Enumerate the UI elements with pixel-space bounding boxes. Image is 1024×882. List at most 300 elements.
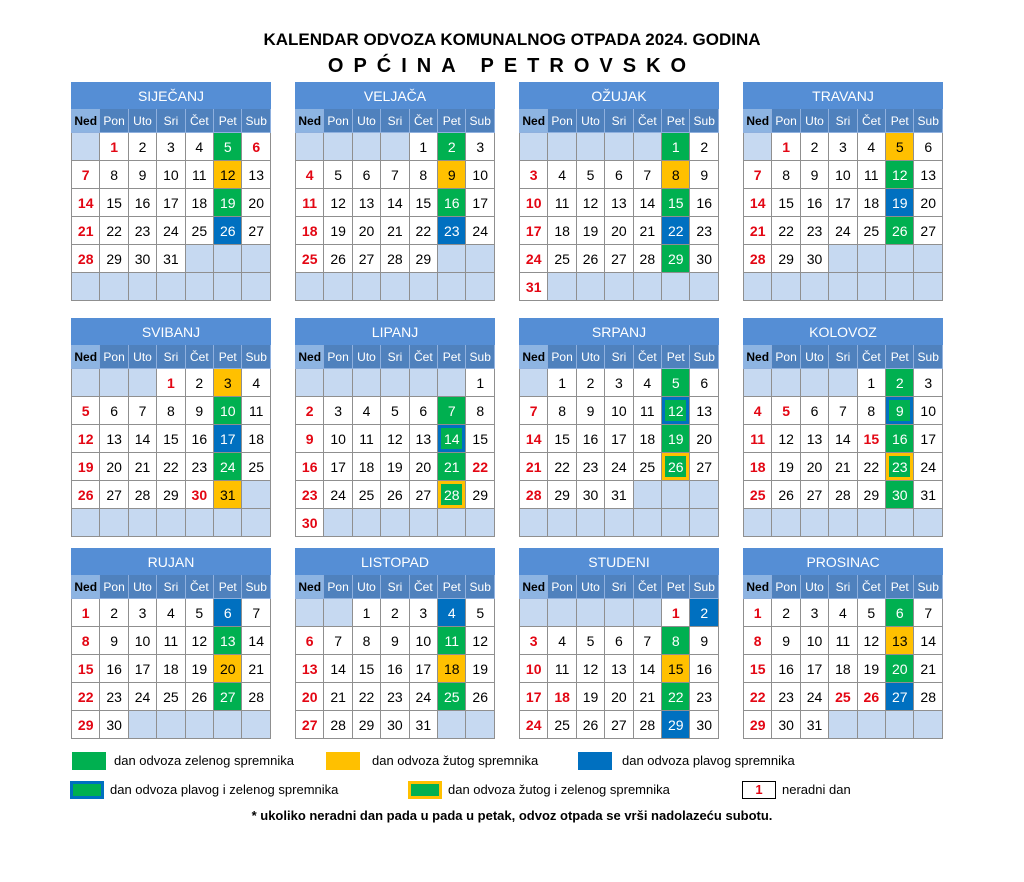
day-cell: 31: [409, 711, 437, 739]
weekday-header: Sri: [157, 345, 185, 369]
empty-cell: [662, 273, 690, 301]
day-cell: 4: [352, 397, 380, 425]
day-cell: 20: [800, 453, 828, 481]
day-cell: 20: [690, 425, 719, 453]
empty-cell: [886, 245, 914, 273]
day-cell: 16: [772, 655, 800, 683]
day-cell: 4: [185, 133, 213, 161]
day-cell: 25: [185, 217, 213, 245]
day-cell: 12: [662, 397, 690, 425]
weekday-header: Pet: [886, 109, 914, 133]
day-cell: 8: [857, 397, 885, 425]
day-cell: 22: [662, 683, 690, 711]
day-cell: 28: [72, 245, 100, 273]
day-cell: 15: [744, 655, 772, 683]
month-kolovoz: [743, 318, 943, 537]
weekday-header: Pon: [100, 109, 128, 133]
empty-cell: [72, 273, 100, 301]
empty-cell: [829, 273, 857, 301]
day-cell: 17: [157, 189, 185, 217]
empty-cell: [242, 245, 271, 273]
day-cell: 21: [242, 655, 271, 683]
empty-cell: [466, 245, 495, 273]
day-cell: 19: [324, 217, 352, 245]
day-cell: 24: [128, 683, 156, 711]
footnote: * ukoliko neradni dan pada u pada u petak, odvoz otpada se vrši nadolazeću subotu.: [251, 808, 773, 823]
empty-cell: [72, 133, 100, 161]
empty-cell: [352, 133, 380, 161]
day-cell: 10: [466, 161, 495, 189]
day-cell: 13: [914, 161, 943, 189]
weekday-header: Uto: [352, 575, 380, 599]
empty-cell: [914, 711, 943, 739]
day-cell: 24: [466, 217, 495, 245]
day-cell: 28: [829, 481, 857, 509]
weekday-header: Čet: [857, 575, 885, 599]
day-cell: 16: [438, 189, 466, 217]
empty-cell: [157, 273, 185, 301]
day-cell: 6: [352, 161, 380, 189]
day-cell: 26: [72, 481, 100, 509]
day-cell: 8: [100, 161, 128, 189]
day-cell: 30: [800, 245, 828, 273]
month-name: TRAVANJ: [744, 83, 943, 109]
weekday-header: Sri: [605, 345, 633, 369]
day-cell: 21: [381, 217, 409, 245]
day-cell: 25: [744, 481, 772, 509]
day-cell: 29: [772, 245, 800, 273]
day-cell: 11: [242, 397, 271, 425]
day-cell: 6: [886, 599, 914, 627]
day-cell: 28: [633, 711, 661, 739]
day-cell: 25: [352, 481, 380, 509]
day-cell: 23: [690, 683, 719, 711]
day-cell: 16: [886, 425, 914, 453]
month-name: LISTOPAD: [296, 549, 495, 575]
day-cell: 17: [605, 425, 633, 453]
weekday-header: Ned: [744, 575, 772, 599]
day-cell: 27: [886, 683, 914, 711]
day-cell: 10: [829, 161, 857, 189]
empty-cell: [914, 245, 943, 273]
day-cell: 8: [662, 627, 690, 655]
day-cell: 30: [100, 711, 128, 739]
day-cell: 18: [185, 189, 213, 217]
weekday-header: Pet: [886, 345, 914, 369]
weekday-header: Sri: [605, 575, 633, 599]
day-cell: 2: [185, 369, 213, 397]
day-cell: 2: [100, 599, 128, 627]
day-cell: 19: [72, 453, 100, 481]
weekday-header: Pon: [324, 345, 352, 369]
empty-cell: [409, 273, 437, 301]
empty-cell: [662, 481, 690, 509]
day-cell: 1: [72, 599, 100, 627]
empty-cell: [72, 509, 100, 537]
weekday-header: Uto: [800, 345, 828, 369]
day-cell: 2: [772, 599, 800, 627]
day-cell: 4: [829, 599, 857, 627]
day-cell: 27: [352, 245, 380, 273]
day-cell: 4: [744, 397, 772, 425]
day-cell: 31: [520, 273, 548, 301]
day-cell: 4: [857, 133, 885, 161]
day-cell: 12: [466, 627, 495, 655]
day-cell: 14: [914, 627, 943, 655]
day-cell: 13: [690, 397, 719, 425]
weekday-header: Pon: [324, 109, 352, 133]
day-cell: 5: [576, 161, 604, 189]
empty-cell: [800, 509, 828, 537]
day-cell: 4: [242, 369, 271, 397]
day-cell: 15: [548, 425, 576, 453]
weekday-header: Ned: [296, 109, 324, 133]
day-cell: 26: [324, 245, 352, 273]
day-cell: 30: [576, 481, 604, 509]
day-cell: 12: [772, 425, 800, 453]
weekday-header: Čet: [857, 345, 885, 369]
day-cell: 31: [157, 245, 185, 273]
empty-cell: [381, 369, 409, 397]
day-cell: 28: [633, 245, 661, 273]
weekday-header: Uto: [128, 575, 156, 599]
month-name: VELJAČA: [296, 83, 495, 109]
day-cell: 22: [157, 453, 185, 481]
day-cell: 26: [886, 217, 914, 245]
day-cell: 20: [296, 683, 324, 711]
weekday-header: Sub: [690, 109, 719, 133]
weekday-header: Ned: [296, 575, 324, 599]
empty-cell: [296, 273, 324, 301]
day-cell: 26: [466, 683, 495, 711]
legend-green-label: dan odvoza zelenog spremnika: [114, 753, 294, 768]
empty-cell: [100, 509, 128, 537]
day-cell: 15: [772, 189, 800, 217]
day-cell: 24: [914, 453, 943, 481]
day-cell: 14: [829, 425, 857, 453]
day-cell: 6: [800, 397, 828, 425]
day-cell: 1: [548, 369, 576, 397]
day-cell: 13: [605, 655, 633, 683]
day-cell: 15: [662, 189, 690, 217]
empty-cell: [242, 273, 271, 301]
day-cell: 8: [72, 627, 100, 655]
day-cell: 14: [438, 425, 466, 453]
day-cell: 10: [520, 189, 548, 217]
day-cell: 7: [381, 161, 409, 189]
day-cell: 9: [886, 397, 914, 425]
empty-cell: [857, 711, 885, 739]
day-cell: 21: [829, 453, 857, 481]
day-cell: 11: [438, 627, 466, 655]
day-cell: 7: [744, 161, 772, 189]
day-cell: 3: [800, 599, 828, 627]
day-cell: 13: [100, 425, 128, 453]
day-cell: 19: [576, 217, 604, 245]
empty-cell: [157, 509, 185, 537]
weekday-header: Sub: [914, 575, 943, 599]
day-cell: 23: [800, 217, 828, 245]
day-cell: 18: [829, 655, 857, 683]
day-cell: 14: [633, 655, 661, 683]
day-cell: 20: [214, 655, 242, 683]
day-cell: 23: [886, 453, 914, 481]
day-cell: 9: [381, 627, 409, 655]
page-title: KALENDAR ODVOZA KOMUNALNOG OTPADA 2024. GODINA: [263, 30, 761, 49]
weekday-header: Pon: [772, 109, 800, 133]
day-cell: 17: [214, 425, 242, 453]
day-cell: 2: [438, 133, 466, 161]
day-cell: 31: [214, 481, 242, 509]
day-cell: 23: [100, 683, 128, 711]
empty-cell: [128, 273, 156, 301]
day-cell: 18: [548, 217, 576, 245]
day-cell: 20: [352, 217, 380, 245]
empty-cell: [381, 273, 409, 301]
empty-cell: [409, 369, 437, 397]
day-cell: 5: [214, 133, 242, 161]
empty-cell: [605, 509, 633, 537]
month-studeni: [519, 548, 719, 739]
weekday-header: Čet: [185, 575, 213, 599]
day-cell: 22: [662, 217, 690, 245]
empty-cell: [185, 509, 213, 537]
empty-cell: [914, 509, 943, 537]
day-cell: 6: [409, 397, 437, 425]
empty-cell: [772, 509, 800, 537]
legend-blue-label: dan odvoza plavog spremnika: [622, 753, 795, 768]
empty-cell: [438, 273, 466, 301]
day-cell: 1: [157, 369, 185, 397]
day-cell: 10: [520, 655, 548, 683]
weekday-header: Uto: [352, 109, 380, 133]
weekday-header: Pon: [772, 575, 800, 599]
day-cell: 17: [466, 189, 495, 217]
day-cell: 21: [744, 217, 772, 245]
empty-cell: [633, 509, 661, 537]
day-cell: 31: [800, 711, 828, 739]
day-cell: 25: [829, 683, 857, 711]
empty-cell: [157, 711, 185, 739]
month-name: OŽUJAK: [520, 83, 719, 109]
day-cell: 12: [72, 425, 100, 453]
empty-cell: [576, 599, 604, 627]
day-cell: 11: [296, 189, 324, 217]
weekday-header: Sri: [605, 109, 633, 133]
day-cell: 18: [548, 683, 576, 711]
day-cell: 7: [520, 397, 548, 425]
day-cell: 25: [438, 683, 466, 711]
day-cell: 20: [886, 655, 914, 683]
empty-cell: [772, 369, 800, 397]
day-cell: 21: [633, 683, 661, 711]
day-cell: 11: [548, 189, 576, 217]
empty-cell: [409, 509, 437, 537]
day-cell: 17: [800, 655, 828, 683]
weekday-header: Ned: [520, 575, 548, 599]
day-cell: 21: [128, 453, 156, 481]
empty-cell: [352, 369, 380, 397]
day-cell: 16: [185, 425, 213, 453]
day-cell: 3: [520, 161, 548, 189]
month-srpanj: [519, 318, 719, 537]
empty-cell: [576, 133, 604, 161]
day-cell: 5: [886, 133, 914, 161]
day-cell: 26: [214, 217, 242, 245]
empty-cell: [381, 133, 409, 161]
empty-cell: [242, 509, 271, 537]
day-cell: 4: [296, 161, 324, 189]
day-cell: 15: [157, 425, 185, 453]
day-cell: 16: [128, 189, 156, 217]
empty-cell: [605, 133, 633, 161]
day-cell: 18: [744, 453, 772, 481]
day-cell: 17: [914, 425, 943, 453]
day-cell: 2: [800, 133, 828, 161]
empty-cell: [576, 509, 604, 537]
day-cell: 11: [157, 627, 185, 655]
weekday-header: Uto: [800, 575, 828, 599]
day-cell: 6: [296, 627, 324, 655]
weekday-header: Ned: [72, 109, 100, 133]
empty-cell: [800, 369, 828, 397]
day-cell: 28: [242, 683, 271, 711]
day-cell: 27: [690, 453, 719, 481]
day-cell: 10: [214, 397, 242, 425]
day-cell: 16: [690, 189, 719, 217]
day-cell: 27: [242, 217, 271, 245]
day-cell: 24: [605, 453, 633, 481]
day-cell: 24: [829, 217, 857, 245]
day-cell: 19: [185, 655, 213, 683]
day-cell: 8: [772, 161, 800, 189]
day-cell: 21: [520, 453, 548, 481]
day-cell: 19: [886, 189, 914, 217]
empty-cell: [857, 273, 885, 301]
day-cell: 3: [324, 397, 352, 425]
empty-cell: [324, 133, 352, 161]
day-cell: 12: [857, 627, 885, 655]
empty-cell: [128, 711, 156, 739]
day-cell: 19: [857, 655, 885, 683]
empty-cell: [744, 509, 772, 537]
day-cell: 18: [352, 453, 380, 481]
day-cell: 14: [72, 189, 100, 217]
day-cell: 5: [857, 599, 885, 627]
weekday-header: Pet: [214, 575, 242, 599]
day-cell: 26: [185, 683, 213, 711]
day-cell: 12: [886, 161, 914, 189]
day-cell: 23: [128, 217, 156, 245]
day-cell: 9: [185, 397, 213, 425]
day-cell: 15: [857, 425, 885, 453]
day-cell: 3: [914, 369, 943, 397]
month-rujan: [71, 548, 271, 739]
empty-cell: [633, 599, 661, 627]
day-cell: 12: [185, 627, 213, 655]
empty-cell: [324, 369, 352, 397]
month-name: PROSINAC: [744, 549, 943, 575]
day-cell: 18: [857, 189, 885, 217]
month-veljača: [295, 82, 495, 301]
weekday-header: Čet: [185, 345, 213, 369]
day-cell: 2: [381, 599, 409, 627]
day-cell: 9: [690, 627, 719, 655]
month-name: LIPANJ: [296, 319, 495, 345]
legend-blue-swatch: [578, 752, 612, 770]
day-cell: 14: [242, 627, 271, 655]
day-cell: 31: [605, 481, 633, 509]
day-cell: 21: [72, 217, 100, 245]
empty-cell: [772, 273, 800, 301]
day-cell: 17: [324, 453, 352, 481]
day-cell: 6: [914, 133, 943, 161]
weekday-header: Sub: [690, 575, 719, 599]
weekday-header: Uto: [576, 575, 604, 599]
day-cell: 29: [662, 711, 690, 739]
empty-cell: [381, 509, 409, 537]
legend-yellow-green-label: dan odvoza žutog i zelenog spremnika: [448, 782, 670, 797]
day-cell: 13: [886, 627, 914, 655]
weekday-header: Uto: [128, 345, 156, 369]
day-cell: 4: [438, 599, 466, 627]
day-cell: 23: [296, 481, 324, 509]
empty-cell: [548, 133, 576, 161]
day-cell: 7: [242, 599, 271, 627]
day-cell: 14: [324, 655, 352, 683]
day-cell: 20: [242, 189, 271, 217]
day-cell: 5: [72, 397, 100, 425]
day-cell: 25: [857, 217, 885, 245]
day-cell: 1: [409, 133, 437, 161]
day-cell: 1: [100, 133, 128, 161]
day-cell: 15: [409, 189, 437, 217]
day-cell: 1: [352, 599, 380, 627]
legend-holiday-swatch: 1: [742, 781, 776, 799]
day-cell: 8: [352, 627, 380, 655]
day-cell: 9: [128, 161, 156, 189]
day-cell: 11: [633, 397, 661, 425]
empty-cell: [520, 509, 548, 537]
weekday-header: Pon: [772, 345, 800, 369]
month-name: KOLOVOZ: [744, 319, 943, 345]
legend-blue-green-label: dan odvoza plavog i zelenog spremnika: [110, 782, 339, 797]
empty-cell: [914, 273, 943, 301]
weekday-header: Ned: [744, 345, 772, 369]
day-cell: 6: [242, 133, 271, 161]
empty-cell: [520, 369, 548, 397]
day-cell: 24: [520, 245, 548, 273]
day-cell: 22: [857, 453, 885, 481]
day-cell: 8: [744, 627, 772, 655]
weekday-header: Uto: [352, 345, 380, 369]
day-cell: 5: [662, 369, 690, 397]
empty-cell: [352, 273, 380, 301]
day-cell: 14: [520, 425, 548, 453]
empty-cell: [100, 369, 128, 397]
weekday-header: Pon: [324, 575, 352, 599]
day-cell: 29: [548, 481, 576, 509]
weekday-header: Sub: [914, 109, 943, 133]
day-cell: 28: [324, 711, 352, 739]
day-cell: 27: [914, 217, 943, 245]
day-cell: 12: [576, 655, 604, 683]
empty-cell: [242, 711, 271, 739]
day-cell: 27: [214, 683, 242, 711]
day-cell: 13: [242, 161, 271, 189]
day-cell: 23: [438, 217, 466, 245]
weekday-header: Sri: [381, 575, 409, 599]
